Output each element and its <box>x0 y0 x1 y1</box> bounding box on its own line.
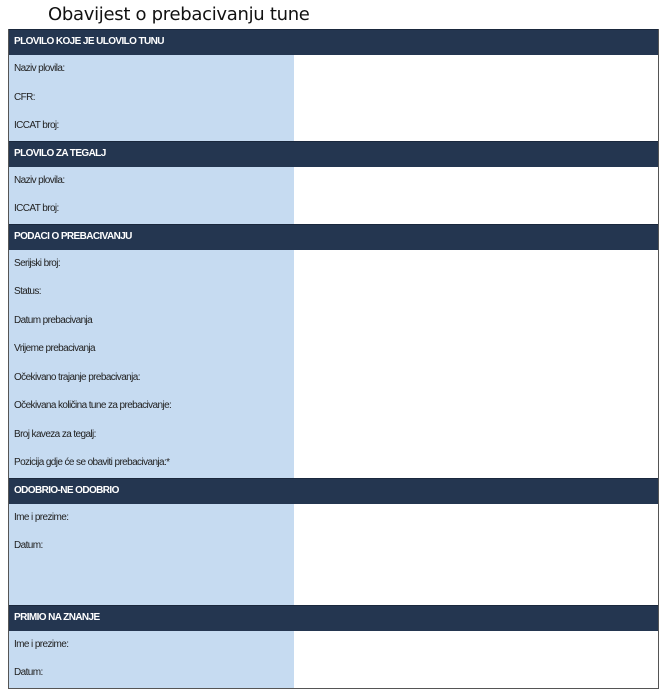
field-row <box>9 195 658 224</box>
section-header-approval: ODOBRIO-NE ODOBRIO <box>9 478 658 504</box>
field-label: Naziv plovila: <box>9 55 294 84</box>
field-value-input[interactable] <box>294 195 658 224</box>
field-value-input[interactable] <box>294 307 658 336</box>
field-row <box>9 55 658 84</box>
field-label: Ime i prezime: <box>9 631 294 660</box>
transfer-notice-form <box>8 29 659 689</box>
field-value-input[interactable] <box>294 250 658 279</box>
field-row <box>9 278 658 307</box>
field-row <box>9 167 658 196</box>
field-value-input[interactable] <box>294 84 658 113</box>
page-title: Obavijest o prebacivanju tune <box>48 4 310 25</box>
field-label: Status: <box>9 278 294 307</box>
field-row <box>9 421 658 450</box>
signature-area[interactable] <box>294 561 658 605</box>
field-value-input[interactable] <box>294 392 658 421</box>
field-value-input[interactable] <box>294 449 658 478</box>
field-row <box>9 532 658 561</box>
field-label: ICCAT broj: <box>9 112 294 141</box>
field-value-input[interactable] <box>294 659 658 688</box>
field-row <box>9 307 658 336</box>
label-column-spacer <box>9 561 294 605</box>
field-label: Naziv plovila: <box>9 167 294 196</box>
field-row <box>9 250 658 279</box>
field-row <box>9 335 658 364</box>
section-header-acknowledged: PRIMIO NA ZNANJE <box>9 605 658 631</box>
field-row <box>9 631 658 660</box>
field-label: Datum: <box>9 659 294 688</box>
field-row <box>9 449 658 478</box>
field-value-input[interactable] <box>294 55 658 84</box>
field-value-input[interactable] <box>294 504 658 533</box>
field-label: ICCAT broj: <box>9 195 294 224</box>
field-label: Pozicija gdje će se obaviti prebacivanja:* <box>9 449 294 478</box>
field-value-input[interactable] <box>294 167 658 196</box>
field-row <box>9 112 658 141</box>
field-value-input[interactable] <box>294 112 658 141</box>
field-row <box>9 659 658 688</box>
field-row <box>9 504 658 533</box>
field-value-input[interactable] <box>294 421 658 450</box>
section-header-catching-vessel: PLOVILO KOJE JE ULOVILO TUNU <box>9 29 658 55</box>
field-label: Datum prebacivanja <box>9 307 294 336</box>
field-label: Datum: <box>9 532 294 561</box>
field-label: Serijski broj: <box>9 250 294 279</box>
field-row <box>9 84 658 113</box>
section-header-transfer-data: PODACI O PREBACIVANJU <box>9 224 658 250</box>
field-value-input[interactable] <box>294 335 658 364</box>
field-row <box>9 364 658 393</box>
field-value-input[interactable] <box>294 532 658 561</box>
field-label: CFR: <box>9 84 294 113</box>
signature-space <box>9 561 658 605</box>
section-header-towing-vessel: PLOVILO ZA TEGALJ <box>9 141 658 167</box>
field-label: Ime i prezime: <box>9 504 294 533</box>
field-label: Broj kaveza za tegalj: <box>9 421 294 450</box>
field-label: Vrijeme prebacivanja <box>9 335 294 364</box>
field-value-input[interactable] <box>294 278 658 307</box>
field-label: Očekivano trajanje prebacivanja: <box>9 364 294 393</box>
field-label: Očekivana količina tune za prebacivanje: <box>9 392 294 421</box>
field-row <box>9 392 658 421</box>
field-value-input[interactable] <box>294 364 658 393</box>
field-value-input[interactable] <box>294 631 658 660</box>
